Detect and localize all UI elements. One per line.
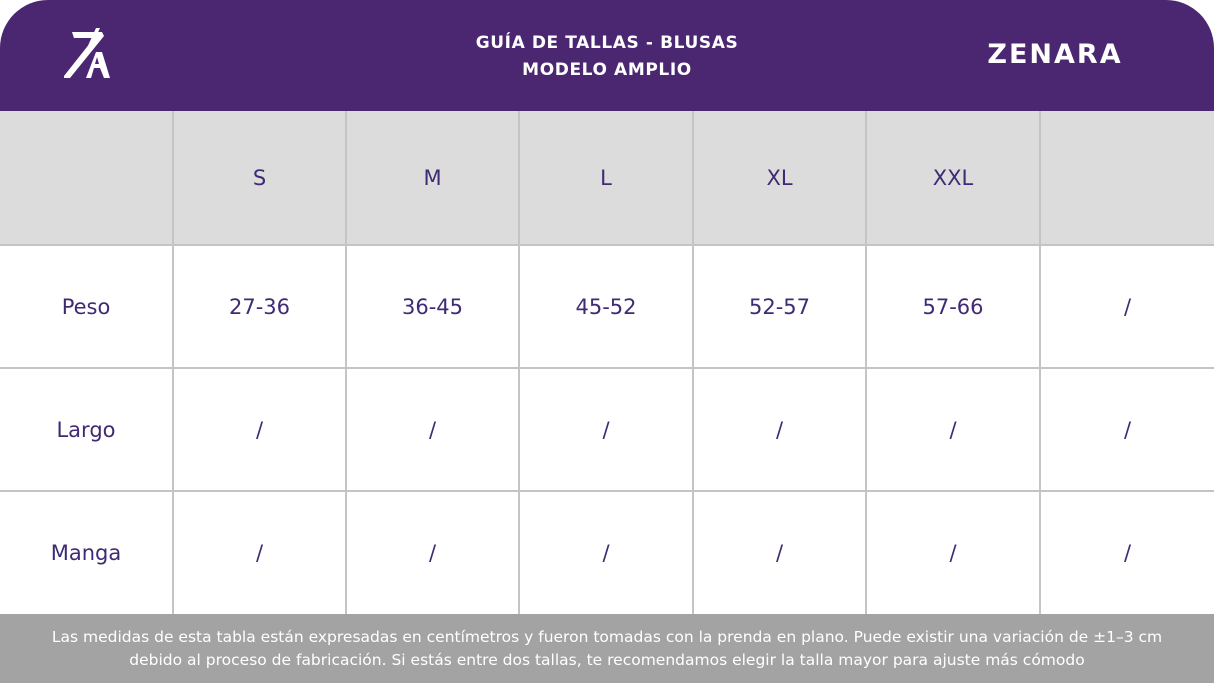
page-title	[407, 30, 807, 84]
title-line-2: MODELO AMPLIO	[522, 60, 692, 80]
row-label-manga: Manga	[0, 492, 174, 614]
footer-line-2: debido al proceso de fabricación. Si estás entre dos tallas, te recomendamos elegir la talla mayor para ajuste más cómodo	[129, 650, 1085, 669]
footer-line-1: Las medidas de esta tabla están expresadas en centímetros y fueron tomadas con la prenda en plano. Puede existir una variación de ±1–3 cm	[51, 627, 1163, 646]
row-label-peso: Peso	[0, 246, 174, 369]
row-label-largo: Largo	[0, 369, 174, 492]
table-cell: /	[347, 369, 520, 492]
brand-logo	[60, 26, 112, 82]
table-cell: /	[520, 492, 694, 614]
table-cell: 27-36	[174, 246, 347, 369]
table-cell: /	[694, 492, 867, 614]
title-line-1: GUÍA DE TALLAS - BLUSAS	[475, 33, 739, 53]
column-header-m: M	[347, 111, 520, 246]
brand-name: ZENARA	[987, 39, 1123, 70]
column-header-s: S	[174, 111, 347, 246]
table-cell: /	[867, 369, 1041, 492]
footer-note	[0, 614, 1214, 683]
table-cell: /	[174, 492, 347, 614]
table-cell: 36-45	[347, 246, 520, 369]
column-header-empty	[1041, 111, 1214, 246]
table-cell: /	[1041, 369, 1214, 492]
table-cell: /	[520, 369, 694, 492]
header-banner	[0, 0, 1214, 111]
table-cell: /	[174, 369, 347, 492]
column-header-xl: XL	[694, 111, 867, 246]
table-cell: 57-66	[867, 246, 1041, 369]
table-cell: 45-52	[520, 246, 694, 369]
column-header-l: L	[520, 111, 694, 246]
table-cell: /	[1123, 541, 1132, 565]
table-cell: /	[867, 492, 1041, 614]
table-cell: /	[1041, 246, 1214, 369]
table-cell: /	[347, 492, 520, 614]
size-table	[0, 111, 1214, 614]
table-cell: /	[694, 369, 867, 492]
column-header-xxl: XXL	[867, 111, 1041, 246]
table-cell: 52-57	[694, 246, 867, 369]
table-corner-cell	[0, 111, 174, 246]
